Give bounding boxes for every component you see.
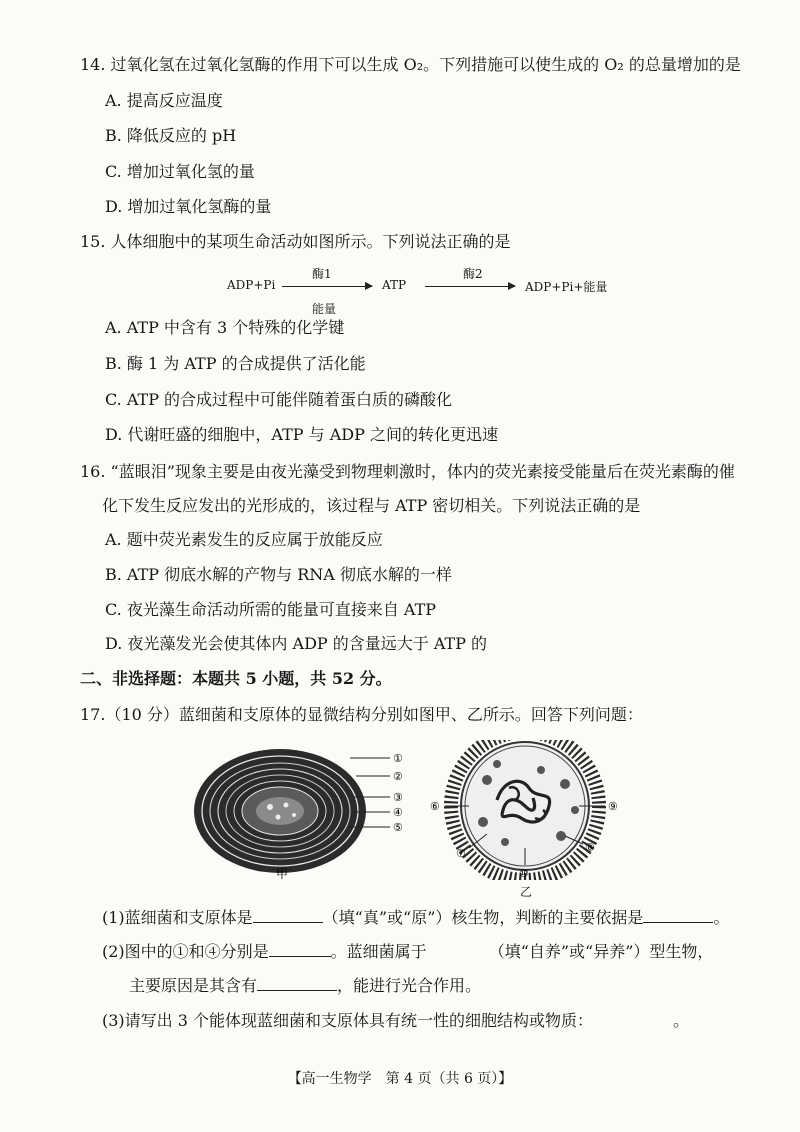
scheme-left-reactant: ADP+Pi (227, 278, 276, 292)
q17-sub1-text-a: (1)蓝细菌和支原体是 (102, 908, 253, 927)
q17-sub2-text-a: (2)图中的①和④分别是 (102, 942, 269, 961)
energy-input-label: 能量 (312, 302, 337, 316)
q14-stem: 14. 过氧化氢在过氧化氢酶的作用下可以生成 O₂。下列措施可以使生成的 O₂ 的总量增加的是 (80, 55, 741, 74)
q17-sub3-end: 。 (673, 1011, 690, 1030)
mycoplasma-figure (425, 740, 630, 880)
cyanobacteria-cell (194, 749, 366, 873)
caption-yi: 乙 (520, 885, 533, 899)
q17-sub2-line2 (129, 976, 481, 996)
q16-stem-line2: 化下发生反应发出的光形成的，该过程与 ATP 密切相关。下列说法正确的是 (102, 496, 641, 515)
label-9: ⑨ (608, 800, 618, 813)
label-5: ⑤ (393, 821, 403, 834)
q16-option-d: D. 夜光藻发光会使其体内 ADP 的含量远大于 ATP 的 (105, 634, 488, 653)
q14-option-c: C. 增加过氧化氢的量 (105, 162, 255, 181)
label-8: ⑧ (585, 841, 595, 854)
atp-reaction-scheme (220, 267, 640, 320)
q14-option-a: A. 提高反应温度 (105, 91, 223, 110)
answer-blank-nucleus-type[interactable] (253, 908, 323, 923)
q17-stem: 17.（10 分）蓝细菌和支原体的显微结构分别如图甲、乙所示。回答下列问题： (80, 705, 643, 724)
q14-option-b: B. 降低反应的 pH (105, 126, 237, 145)
q17-sub2-text-c: （填“自养”或“异养”）型生物， (488, 942, 714, 961)
label-2: ② (393, 770, 403, 783)
q17-sub2 (102, 942, 713, 962)
q17-sub3-text: (3)请写出 3 个能体现蓝细菌和支原体具有统一性的细胞结构或物质： (102, 1011, 594, 1030)
page-footer: 【高一生物学 第 4 页（共 6 页）】 (287, 1071, 513, 1087)
q15-option-c: C. ATP 的合成过程中可能伴随着蛋白质的磷酸化 (105, 390, 453, 409)
label-3: ③ (393, 791, 403, 804)
answer-blank-basis[interactable] (643, 908, 713, 923)
label-4: ④ (393, 806, 403, 819)
q14-option-d: D. 增加过氧化氢酶的量 (105, 197, 272, 216)
q17-sub2-line2-a: 主要原因是其含有 (129, 976, 258, 995)
q16-option-a: A. 题中荧光素发生的反应属于放能反应 (105, 530, 383, 549)
answer-blank-structures[interactable] (269, 942, 331, 957)
q17-sub1-end: 。 (713, 908, 730, 927)
scheme-atp: ATP (382, 278, 407, 292)
q15-option-b: B. 酶 1 为 ATP 的合成提供了活化能 (105, 354, 366, 373)
label-6: ⑥ (430, 800, 440, 813)
label-1: ① (393, 752, 403, 765)
q15-stem: 15. 人体细胞中的某项生命活动如图所示。下列说法正确的是 (80, 232, 511, 251)
q16-option-c: C. 夜光藻生命活动所需的能量可直接来自 ATP (105, 600, 437, 619)
answer-blank-pigments[interactable] (257, 976, 337, 991)
q17-sub1-text-b: （填“真”或“原”）核生物，判断的主要依据是 (322, 908, 644, 927)
scheme-right-product: ADP+Pi+能量 (525, 280, 608, 294)
q17-sub3 (102, 1011, 689, 1031)
enzyme1-label: 酶1 (312, 267, 332, 281)
arrow-synthesis (282, 286, 372, 287)
label-7: ⑦ (456, 847, 466, 860)
q17-sub2-line2-b: ，能进行光合作用。 (337, 976, 482, 995)
caption-jia: 甲 (276, 867, 289, 880)
label-10: ⑩ (519, 867, 529, 880)
arrow-hydrolysis (425, 286, 515, 287)
q17-sub2-text-b: 。蓝细菌属于 (330, 942, 427, 961)
section-heading: 二、非选择题：本题共 5 小题，共 52 分。 (80, 669, 392, 688)
q15-option-a: A. ATP 中含有 3 个特殊的化学键 (105, 318, 345, 337)
enzyme2-label: 酶2 (463, 267, 483, 281)
q16-stem-line1: 16. “蓝眼泪”现象主要是由夜光藻受到物理刺激时，体内的荧光素接受能量后在荧光素酶的催 (80, 462, 735, 481)
q17-sub1 (102, 908, 729, 928)
q15-option-d: D. 代谢旺盛的细胞中，ATP 与 ADP 之间的转化更迅速 (105, 425, 498, 444)
cyanobacteria-figure (190, 745, 420, 880)
q16-option-b: B. ATP 彻底水解的产物与 RNA 彻底水解的一样 (105, 565, 452, 584)
